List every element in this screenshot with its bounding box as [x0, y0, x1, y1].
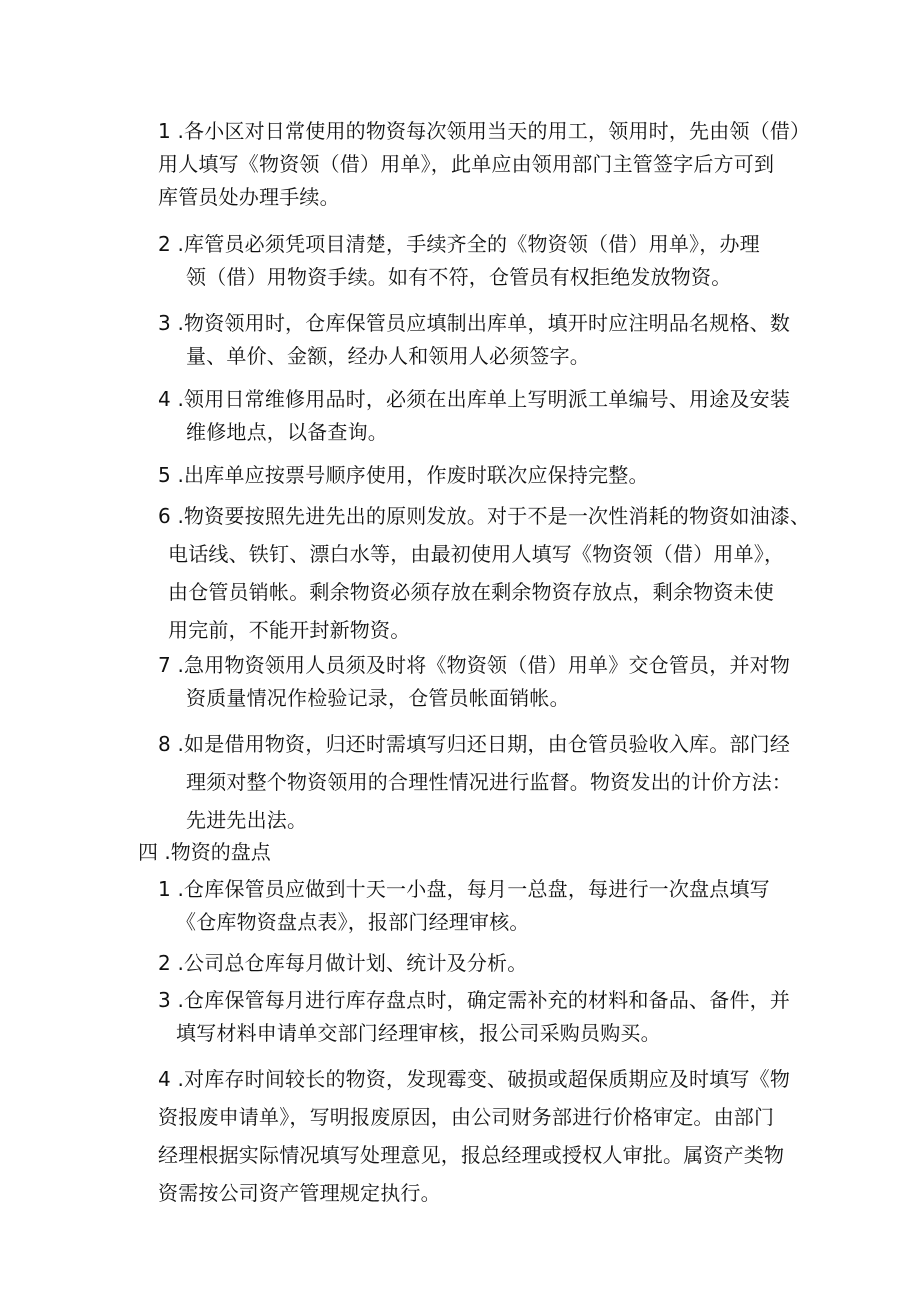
text-line: 量、单价、金额，经办人和领用人必须签字。 — [186, 344, 590, 368]
text-line: 8 .如是借用物资，归还时需填写归还日期，由仓管员验收入库。部门经 — [158, 732, 791, 756]
list-item-s4-3 — [158, 984, 790, 1050]
text-line: 用完前，不能开封新物资。 — [168, 618, 411, 642]
list-item-s4-4 — [158, 1060, 790, 1212]
text-line: 1 .各小区对日常使用的物资每次领用当天的用工，领用时，先由领（借） — [158, 119, 811, 143]
list-item-4 — [158, 383, 790, 449]
text-line: 4 .对库存时间较长的物资，发现霉变、破损或超保质期应及时填写《物 — [158, 1067, 791, 1091]
text-line: 4 .领用日常维修用品时，必须在出库单上写明派工单编号、用途及安装 — [158, 387, 791, 411]
text-line: 电话线、铁钉、漂白水等，由最初使用人填写《物资领（借）用单》， — [168, 542, 785, 566]
text-line: 资需按公司资产管理规定执行。 — [158, 1181, 441, 1205]
text-line: 理须对整个物资领用的合理性情况进行监督。物资发出的计价方法： — [186, 770, 792, 794]
text-line: 2 .库管员必须凭项目清楚，手续齐全的《物资领（借）用单》，办理 — [158, 232, 760, 256]
text-line: 3 .物资领用时，仓库保管员应填制出库单，填开时应注明品名规格、数 — [158, 311, 791, 335]
text-line: 领（借）用物资手续。如有不符，仓管员有权拒绝发放物资。 — [186, 265, 732, 289]
text-line: 用人填写《物资领（借）用单》，此单应由领用部门主管签字后方可到 — [158, 152, 775, 176]
text-line: 由仓管员销帐。剩余物资必须存放在剩余物资存放点，剩余物资未使 — [168, 580, 774, 604]
text-line: 6 .物资要按照先进先出的原则发放。对于不是一次性消耗的物资如油漆、 — [158, 504, 811, 528]
text-line: 维修地点，以备查询。 — [186, 420, 388, 444]
list-item-3 — [158, 307, 790, 373]
text-line: 填写材料申请单交部门经理审核，报公司采购员购买。 — [176, 1021, 661, 1045]
text-line: 先进先出法。 — [186, 808, 308, 832]
text-line: 2 .公司总仓库每月做计划、统计及分析。 — [158, 951, 528, 975]
list-item-8 — [158, 725, 792, 839]
text-line: 7 .急用物资领用人员须及时将《物资领（借）用单》交仓管员，并对物 — [158, 653, 791, 677]
text-line: 经理根据实际情况填写处理意见，报总经理或授权人审批。属资产类物 — [158, 1143, 785, 1167]
list-item-s4-2 — [158, 947, 527, 980]
list-item-s4-1 — [158, 873, 770, 939]
text-line: 资报废申请单》，写明报废原因，由公司财务部进行价格审定。由部门 — [158, 1105, 775, 1129]
text-line: 5 .出库单应按票号顺序使用，作废时联次应保持完整。 — [158, 463, 649, 487]
list-item-1 — [158, 115, 810, 214]
text-line: 1 .仓库保管员应做到十天一小盘，每月一总盘，每进行一次盘点填写 — [158, 877, 770, 901]
text-line: 库管员处办理手续。 — [158, 185, 340, 209]
text-line: 3 .仓库保管每月进行库存盘点时，确定需补充的材料和备品、备件，并 — [158, 988, 791, 1012]
list-item-5 — [158, 459, 649, 492]
text-line: 资质量情况作检验记录，仓管员帐面销帐。 — [186, 686, 570, 710]
section-heading: 四 .物资的盘点 — [138, 840, 271, 864]
text-line: 《仓库物资盘点表》，报部门经理审核。 — [176, 910, 530, 934]
list-item-2 — [158, 228, 760, 294]
list-item-6 — [158, 497, 810, 649]
list-item-7 — [158, 649, 790, 715]
